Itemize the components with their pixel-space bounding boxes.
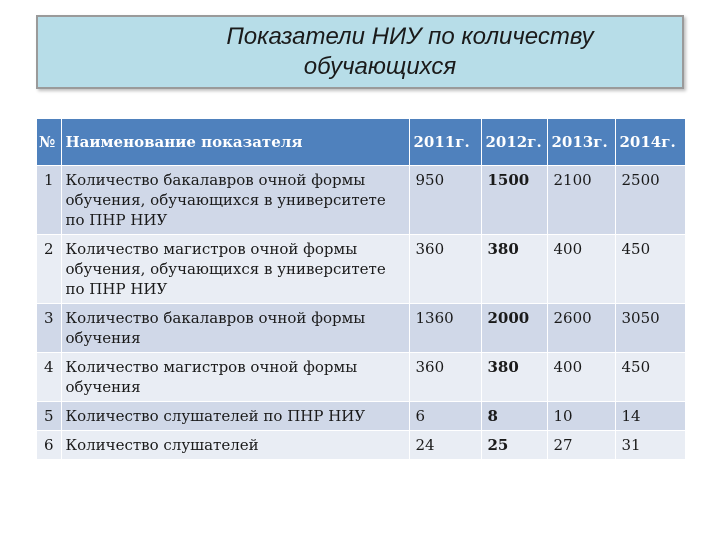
value-2011: 360 xyxy=(409,353,481,402)
value-2013: 2600 xyxy=(547,304,615,353)
table-row xyxy=(37,235,685,304)
row-number: 4 xyxy=(37,353,61,402)
header-2011: 2011г. xyxy=(409,119,481,166)
header-2013: 2013г. xyxy=(547,119,615,166)
row-number: 6 xyxy=(37,431,61,460)
value-2012: 1500 xyxy=(481,166,547,235)
value-2012: 380 xyxy=(481,353,547,402)
header-number: № xyxy=(37,119,61,166)
value-2011: 1360 xyxy=(409,304,481,353)
value-2013: 10 xyxy=(547,402,615,431)
value-2014: 450 xyxy=(615,353,685,402)
value-2012: 2000 xyxy=(481,304,547,353)
table-row xyxy=(37,402,685,431)
table-row xyxy=(37,353,685,402)
slide-title-box xyxy=(36,15,684,89)
row-name: Количество бакалавров очной формы обучения, обучающихся в университете по ПНР НИУ xyxy=(61,166,409,235)
value-2014: 3050 xyxy=(615,304,685,353)
value-2013: 400 xyxy=(547,353,615,402)
value-2014: 450 xyxy=(615,235,685,304)
indicators-table xyxy=(37,119,685,459)
header-2012: 2012г. xyxy=(481,119,547,166)
row-name: Количество слушателей по ПНР НИУ xyxy=(61,402,409,431)
value-2011: 360 xyxy=(409,235,481,304)
slide-title-line2: обучающихся xyxy=(303,53,457,80)
row-name: Количество магистров очной формы обучения, обучающихся в университете по ПНР НИУ xyxy=(61,235,409,304)
table-row xyxy=(37,166,685,235)
slide-title-line1: Показатели НИУ по количеству xyxy=(226,23,594,50)
value-2014: 14 xyxy=(615,402,685,431)
value-2013: 400 xyxy=(547,235,615,304)
header-indicator-name: Наименование показателя xyxy=(61,119,409,166)
value-2013: 2100 xyxy=(547,166,615,235)
row-name: Количество магистров очной формы обучения xyxy=(61,353,409,402)
value-2012: 25 xyxy=(481,431,547,460)
table-header-row xyxy=(37,119,685,166)
table-row xyxy=(37,304,685,353)
value-2012: 8 xyxy=(481,402,547,431)
value-2011: 950 xyxy=(409,166,481,235)
value-2014: 31 xyxy=(615,431,685,460)
row-number: 2 xyxy=(37,235,61,304)
header-2014: 2014г. xyxy=(615,119,685,166)
table-row xyxy=(37,431,685,460)
value-2011: 6 xyxy=(409,402,481,431)
row-number: 5 xyxy=(37,402,61,431)
row-number: 1 xyxy=(37,166,61,235)
value-2011: 24 xyxy=(409,431,481,460)
value-2013: 27 xyxy=(547,431,615,460)
value-2014: 2500 xyxy=(615,166,685,235)
row-number: 3 xyxy=(37,304,61,353)
row-name: Количество бакалавров очной формы обучения xyxy=(61,304,409,353)
row-name: Количество слушателей xyxy=(61,431,409,460)
value-2012: 380 xyxy=(481,235,547,304)
